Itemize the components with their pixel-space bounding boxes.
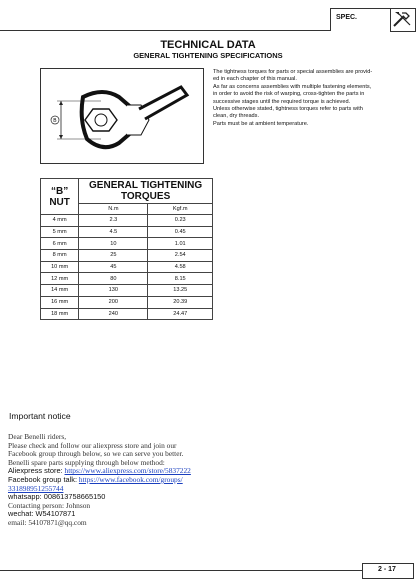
torque-nm: 2.3: [79, 215, 148, 227]
table-row: [41, 296, 213, 308]
table-row: [41, 308, 213, 320]
torque-kgf: 1.01: [148, 238, 213, 250]
torque-kgf: 8.15: [148, 273, 213, 285]
torque-kgf: 4.58: [148, 261, 213, 273]
notice-line: Please check and follow our aliexpress store and join our: [8, 440, 177, 450]
torque-kgf: 20.39: [148, 296, 213, 308]
table-row: [41, 215, 213, 227]
nut-size: 5 mm: [41, 226, 79, 238]
nut-size: 14 mm: [41, 285, 79, 297]
page-subtitle: GENERAL TIGHTENING SPECIFICATIONS: [133, 51, 283, 60]
wrench-icon: [392, 10, 412, 28]
torque-nm: 240: [79, 308, 148, 320]
torque-nm: 4.5: [79, 226, 148, 238]
nut-column-header: [41, 179, 79, 215]
torque-kgf: 0.23: [148, 215, 213, 227]
wrench-nut-diagram: [41, 69, 203, 163]
torque-nm: 10: [79, 238, 148, 250]
page-title: TECHNICAL DATA: [160, 39, 256, 51]
note-line: The tightness torques for parts or special assemblies are provid-: [213, 69, 373, 75]
unit-kgf: Kgf.m: [148, 204, 213, 215]
torque-nm: 25: [79, 250, 148, 262]
notice-line: Dear Benelli riders,: [8, 432, 67, 441]
wrench-illustration: [40, 68, 204, 164]
torque-nm: 130: [79, 285, 148, 297]
nut-size: 8 mm: [41, 250, 79, 262]
torque-kgf: 24.47: [148, 308, 213, 320]
facebook-link-cont[interactable]: 331898951255744: [8, 483, 64, 493]
note-line: ed in each chapter of this manual.: [213, 76, 297, 83]
whatsapp-line: whatsapp: 008613758665150: [8, 492, 106, 502]
facebook-label: Facebook group talk:: [8, 474, 78, 484]
dimension-label: B: [53, 118, 57, 125]
torque-kgf: 13.25: [148, 285, 213, 297]
table-row: [41, 273, 213, 285]
nut-size: 12 mm: [41, 273, 79, 285]
torque-nm: 80: [79, 273, 148, 285]
aliexpress-link[interactable]: https://www.aliexpress.com/store/5837222: [64, 466, 191, 476]
note-line: Unless otherwise stated, tightness torques refer to parts with: [213, 106, 363, 113]
nut-size: 10 mm: [41, 261, 79, 273]
nut-size: 6 mm: [41, 238, 79, 250]
notice-title: Important notice: [9, 411, 71, 421]
torque-nm: 45: [79, 261, 148, 273]
nut-header-line1: “B”: [51, 185, 69, 197]
nut-header-line2: NUT: [49, 196, 70, 208]
note-line: in order to avoid the risk of warping, cross-tighten the parts in: [213, 91, 365, 98]
nut-size: 16 mm: [41, 296, 79, 308]
unit-nm: N.m: [79, 204, 148, 215]
table-row: [41, 238, 213, 250]
table-row: [41, 261, 213, 273]
torque-header-line2: TORQUES: [120, 191, 171, 202]
table-row: [41, 285, 213, 297]
nut-size: 18 mm: [41, 308, 79, 320]
aliexpress-label: Aliexpress store:: [8, 466, 63, 476]
torque-column-header: [79, 179, 213, 204]
facebook-link[interactable]: https://www.facebook.com/groups/: [78, 474, 183, 484]
page-number: 2 - 17: [378, 566, 396, 573]
wechat-line: wechat: W54107871: [8, 509, 76, 519]
nut-size: 4 mm: [41, 215, 79, 227]
table-row: [41, 250, 213, 262]
note-line: Parts must be at ambient temperature.: [213, 120, 309, 127]
notice-line: Benelli spare parts supplying through below method:: [8, 457, 165, 467]
section-label: SPEC.: [336, 14, 358, 21]
tightening-notes: [213, 69, 403, 128]
torque-kgf: 2.54: [148, 250, 213, 262]
note-line: As far as concerns assemblies with multiple fastening elements,: [213, 83, 372, 90]
table-header-row: [41, 179, 213, 204]
contact-line: Contacting person: Johnson: [8, 500, 91, 510]
header-rule: [0, 30, 330, 31]
torque-header-line1: GENERAL TIGHTENING: [89, 180, 203, 191]
torque-kgf: 0.45: [148, 226, 213, 238]
torque-nm: 200: [79, 296, 148, 308]
note-line: clean, dry threads.: [213, 113, 260, 120]
table-row: [41, 226, 213, 238]
email-line: email: 54107871@qq.com: [8, 517, 87, 527]
torque-table: [40, 178, 213, 320]
notice-body: [8, 433, 368, 528]
notice-line: Facebook group through below, so we can serve you better.: [8, 449, 184, 459]
footer-rule: [0, 570, 362, 571]
note-line: successive stages until the required torque is achieved.: [213, 98, 351, 105]
